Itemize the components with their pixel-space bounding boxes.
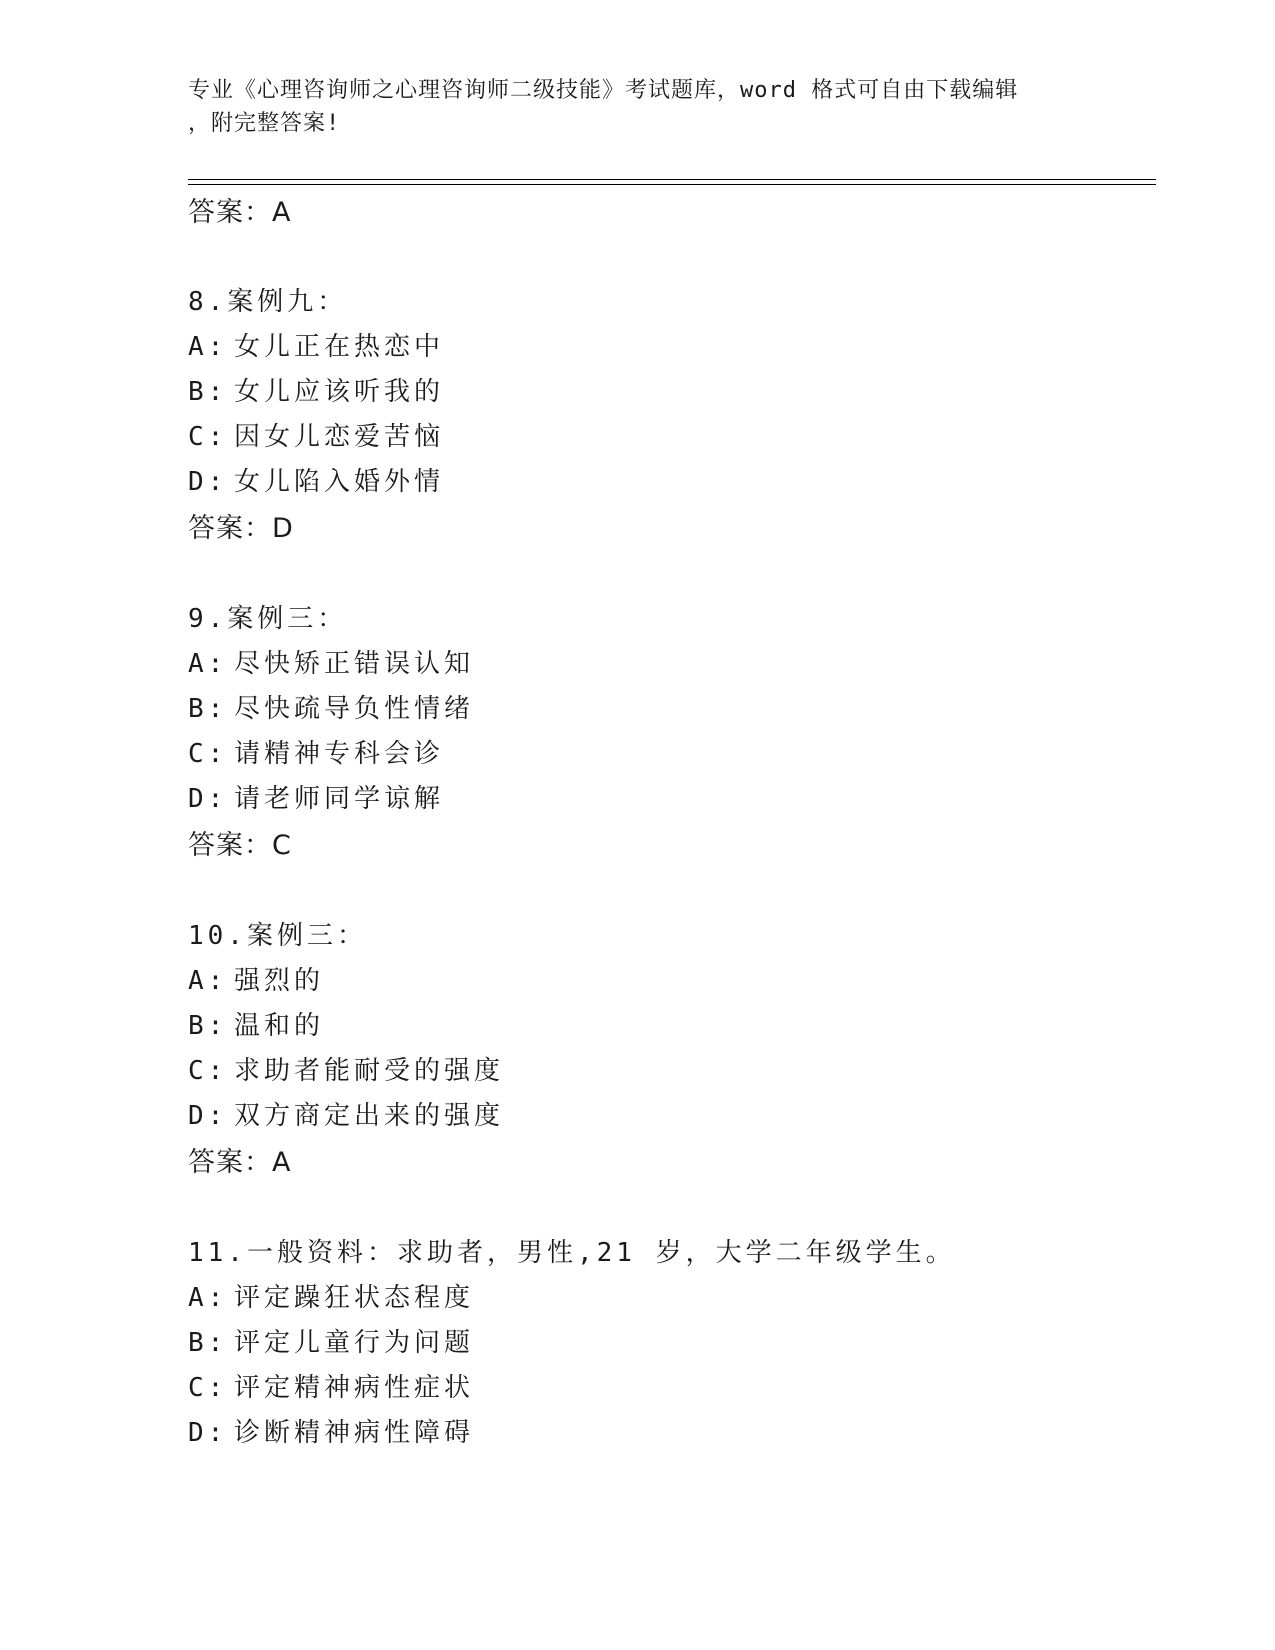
option-text: 女儿正在热恋中: [234, 332, 445, 362]
option-text: 请精神专科会诊: [234, 739, 445, 769]
option-text: 请老师同学谅解: [234, 784, 445, 814]
option-text: 评定儿童行为问题: [234, 1328, 475, 1358]
option-label: D:: [188, 467, 228, 497]
option-label: D:: [188, 1418, 228, 1448]
option-text: 评定精神病性症状: [234, 1373, 475, 1403]
header-line-1: 专业《心理咨询师之心理咨询师二级技能》考试题库，word 格式可自由下载编辑: [188, 78, 1019, 103]
option-label: A:: [188, 649, 228, 679]
option-c: [188, 733, 444, 770]
option-a: [188, 326, 444, 363]
header-divider-top: [188, 179, 1156, 180]
option-label: D:: [188, 784, 228, 814]
question-title: 10.案例三：: [188, 921, 367, 951]
option-text: 温和的: [234, 1011, 325, 1041]
option-label: A:: [188, 1283, 228, 1313]
option-b: [188, 688, 474, 725]
option-d: [188, 778, 444, 815]
option-label: C:: [188, 1056, 228, 1086]
option-label: B:: [188, 694, 228, 724]
option-text: 尽快矫正错误认知: [234, 649, 475, 679]
answer: 答案：C: [188, 830, 292, 861]
option-a: [188, 960, 324, 997]
option-label: B:: [188, 1011, 228, 1041]
question-title: 9.案例三：: [188, 604, 348, 634]
option-label: B:: [188, 377, 228, 407]
option-a: [188, 643, 474, 680]
option-d: [188, 1095, 504, 1132]
option-label: C:: [188, 1373, 228, 1403]
option-d: [188, 461, 444, 498]
option-text: 评定躁狂状态程度: [234, 1283, 475, 1313]
option-c: [188, 1050, 504, 1087]
option-text: 女儿应该听我的: [234, 377, 445, 407]
option-text: 诊断精神病性障碍: [234, 1418, 475, 1448]
previous-answer: 答案：A: [188, 197, 292, 228]
answer: 答案：D: [188, 513, 294, 544]
option-b: [188, 1005, 324, 1042]
option-label: B:: [188, 1328, 228, 1358]
question-title: 8.案例九：: [188, 287, 348, 317]
option-label: C:: [188, 422, 228, 452]
document-header: [188, 74, 1088, 140]
option-text: 求助者能耐受的强度: [234, 1056, 505, 1086]
option-text: 因女儿恋爱苦恼: [234, 422, 445, 452]
header-line-2: ，附完整答案!: [188, 111, 341, 136]
question-title: 11.一般资料：求助者，男性,21 岁，大学二年级学生。: [188, 1238, 956, 1268]
option-label: A:: [188, 966, 228, 996]
header-divider-bottom: [188, 184, 1156, 185]
option-d: [188, 1412, 474, 1449]
answer: 答案：A: [188, 1147, 292, 1178]
option-c: [188, 416, 444, 453]
option-text: 双方商定出来的强度: [234, 1101, 505, 1131]
option-text: 女儿陷入婚外情: [234, 467, 445, 497]
option-c: [188, 1367, 474, 1404]
option-label: A:: [188, 332, 228, 362]
option-label: D:: [188, 1101, 228, 1131]
option-text: 强烈的: [234, 966, 325, 996]
option-b: [188, 371, 444, 408]
option-b: [188, 1322, 474, 1359]
option-a: [188, 1277, 474, 1314]
option-text: 尽快疏导负性情绪: [234, 694, 475, 724]
option-label: C:: [188, 739, 228, 769]
